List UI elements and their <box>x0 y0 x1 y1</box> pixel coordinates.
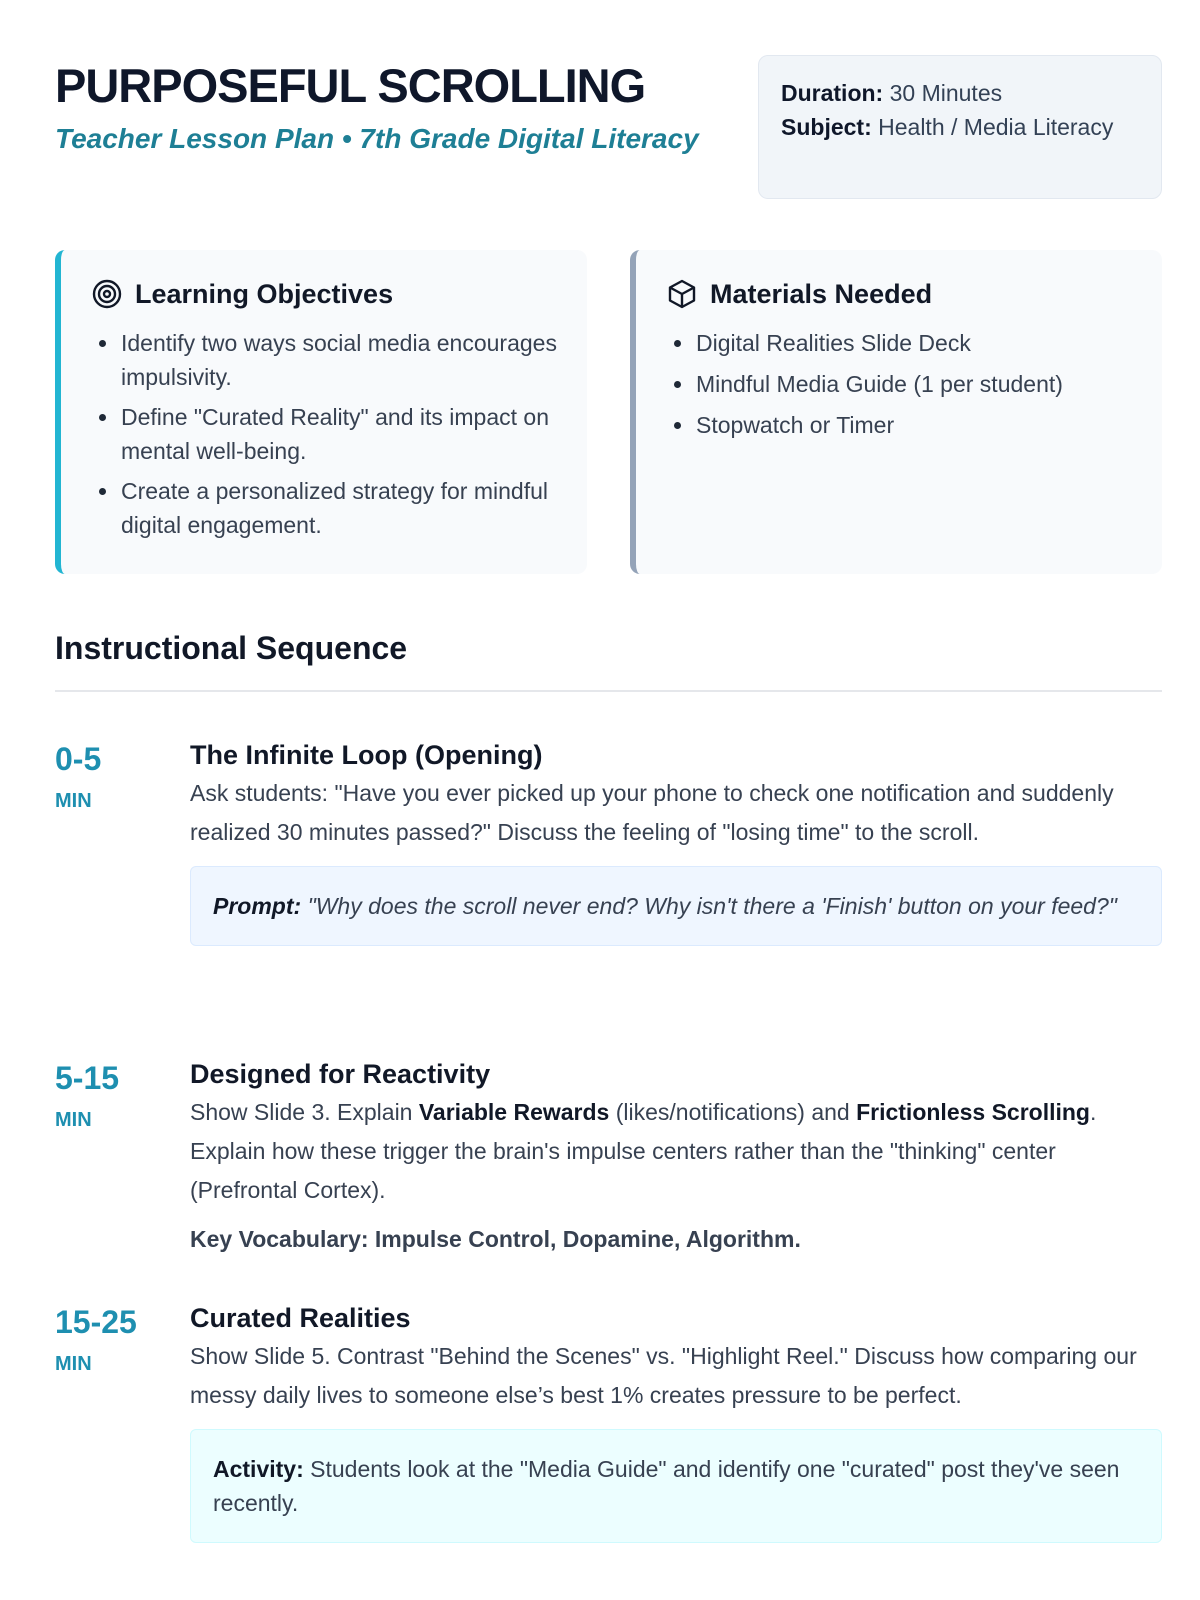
step-body <box>190 736 1162 946</box>
section-title: Instructional Sequence <box>55 630 408 666</box>
time-unit: MIN <box>55 790 92 812</box>
divider <box>55 690 1162 692</box>
step-title: The Infinite Loop (Opening) <box>190 740 543 770</box>
list-item: Digital Realities Slide Deck <box>696 326 1132 360</box>
duration-label: Duration: <box>781 80 884 106</box>
objectives-header <box>91 278 557 310</box>
subject-value: Health / Media Literacy <box>878 114 1114 140</box>
objectives-title: Learning Objectives <box>135 278 394 309</box>
step-time <box>55 1055 185 1132</box>
text-segment: (likes/notifications) and <box>609 1099 857 1125</box>
page-subtitle: Teacher Lesson Plan • 7th Grade Digital Literacy <box>55 123 699 154</box>
step-text: Ask students: "Have you ever picked up your phone to check one notification and suddenly realized 30 minutes passed?" Discuss the feeling of "losing time" to the scroll. <box>190 780 1114 845</box>
time-range: 0-5 <box>55 741 102 777</box>
list-item: Identify two ways social media encourages impulsivity. <box>121 326 557 394</box>
materials-header <box>666 278 1132 310</box>
lesson-header <box>55 58 715 162</box>
learning-objectives-card <box>55 250 587 574</box>
activity-callout <box>190 1429 1162 1543</box>
list-item: Stopwatch or Timer <box>696 408 1132 442</box>
callout-label: Prompt: <box>213 893 302 919</box>
callout-text: Students look at the "Media Guide" and identify one "curated" post they've seen recently. <box>213 1456 1120 1516</box>
duration-value: 30 Minutes <box>889 80 1003 106</box>
page-title: PURPOSEFUL SCROLLING <box>55 59 646 112</box>
step-text <box>190 1093 1162 1210</box>
step-title: Designed for Reactivity <box>190 1059 491 1089</box>
list-item: Mindful Media Guide (1 per student) <box>696 367 1132 401</box>
callout-text: "Why does the scroll never end? Why isn't there a 'Finish' button on your feed?" <box>307 893 1117 919</box>
time-range: 5-15 <box>55 1060 120 1096</box>
step-time <box>55 1299 185 1376</box>
step-body <box>190 1055 1162 1256</box>
list-item: Create a personalized strategy for mindful digital engagement. <box>121 474 557 542</box>
step-text: Show Slide 5. Contrast "Behind the Scenes" vs. "Highlight Reel." Discuss how comparing our messy daily lives to someone else’s best 1% creates pressure to be perfect. <box>190 1343 1137 1408</box>
list-item: Define "Curated Reality" and its impact on mental well-being. <box>121 400 557 468</box>
term-frictionless-scrolling: Frictionless Scrolling <box>856 1099 1090 1125</box>
cube-icon <box>666 278 698 310</box>
time-unit: MIN <box>55 1109 92 1131</box>
key-vocabulary: Key Vocabulary: Impulse Control, Dopamine, Algorithm. <box>190 1226 801 1252</box>
prompt-callout <box>190 866 1162 946</box>
callout-label: Activity: <box>213 1456 304 1482</box>
time-range: 15-25 <box>55 1304 137 1340</box>
step-time <box>55 736 185 813</box>
materials-list <box>666 326 1132 442</box>
materials-title: Materials Needed <box>710 278 933 309</box>
lesson-info-box <box>758 55 1162 199</box>
time-unit: MIN <box>55 1353 92 1375</box>
subject-line <box>781 110 1139 144</box>
materials-needed-card <box>630 250 1162 574</box>
target-icon <box>91 278 123 310</box>
objectives-list <box>91 326 557 542</box>
text-segment: Show Slide 3. Explain <box>190 1099 419 1125</box>
step-body <box>190 1299 1162 1543</box>
step-title: Curated Realities <box>190 1303 411 1333</box>
duration-line <box>781 76 1139 110</box>
text-segment: . Explain how these trigger the brain's impulse centers rather than the "thinking" center (Prefrontal Cortex). <box>190 1099 1097 1203</box>
term-variable-rewards: Variable Rewards <box>418 1099 610 1125</box>
subject-label: Subject: <box>781 114 872 140</box>
